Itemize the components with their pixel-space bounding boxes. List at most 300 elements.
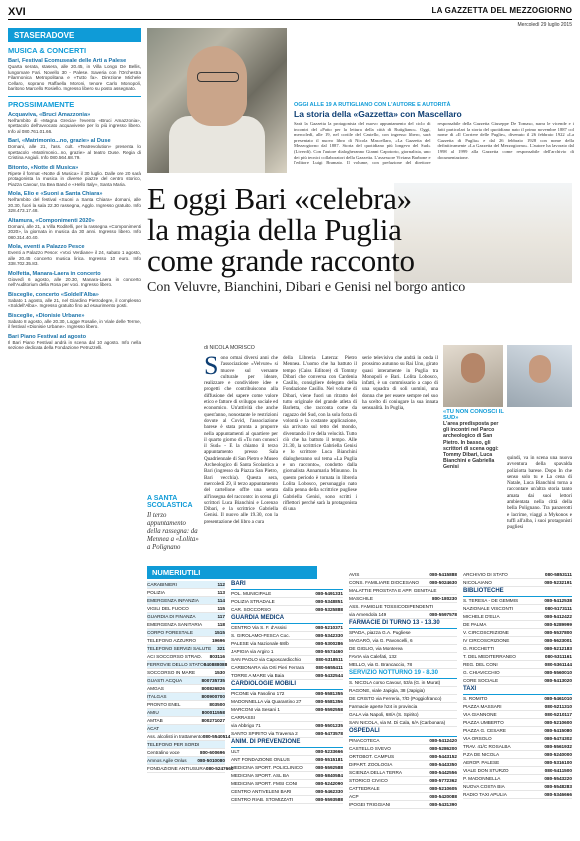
- number-label: S. ROMITO: [463, 696, 488, 701]
- number-row: [231, 624, 343, 632]
- number-row: [231, 748, 343, 756]
- phone-number: 080-5316100: [544, 760, 572, 765]
- page-number: XVI: [8, 6, 26, 18]
- number-label: JAPIGIA via Argiro 1: [231, 649, 274, 654]
- event-title: Bari, «Matrimonio...no, grazie» al Duse: [8, 138, 111, 144]
- number-row: [349, 801, 457, 809]
- phone-number: 080-5242090: [315, 781, 343, 786]
- number-label: POLIZIA: [147, 590, 165, 595]
- number-row: [231, 656, 343, 664]
- number-label: ACAT: [147, 726, 160, 731]
- number-row: [463, 571, 572, 579]
- number-row: [231, 640, 343, 648]
- number-label: RADIO TAXI APULIA: [463, 792, 507, 797]
- phone-number: 080-5431390: [429, 802, 457, 807]
- event-title: Bari, Festival Ecomuseale delle Arti a Palese: [8, 58, 127, 64]
- number-row: [231, 590, 343, 598]
- numbers-list: [231, 580, 343, 804]
- event-title: Bitonto, «Notte di Musica»: [8, 164, 79, 171]
- number-row: [349, 587, 457, 595]
- number-row: [463, 783, 572, 791]
- number-label: SCIENZA DELLA TERRA: [349, 770, 403, 775]
- number-row: [349, 611, 457, 619]
- number-row: [349, 695, 457, 703]
- number-row: [231, 632, 343, 640]
- phone-number: 080-5442556: [429, 770, 457, 775]
- number-label: S. GIROLAMO-FESCA Coc.: [231, 633, 290, 638]
- phone-number: 803116: [209, 654, 225, 659]
- number-row: [147, 581, 225, 589]
- phone-number: 080-5212183: [544, 646, 572, 651]
- photo-caption: [443, 409, 505, 471]
- number-row: [349, 777, 457, 785]
- phone-number: 080-5474302: [544, 736, 572, 741]
- event-item: [8, 271, 141, 288]
- number-label: ARCHIVIO DI STATO: [463, 572, 508, 577]
- number-label: SAN PAOLO via Caposcardicchio: [231, 657, 301, 662]
- number-row: [349, 653, 457, 661]
- number-row: [349, 769, 457, 777]
- author-photo: [147, 28, 287, 173]
- number-row: [231, 672, 343, 680]
- number-label: CENTRO ANTIVELENI BARI: [231, 789, 292, 794]
- number-label: ITALGAS: [147, 694, 167, 699]
- event-item: [8, 292, 141, 309]
- number-label: MICHELE D'ELIA: [463, 614, 500, 619]
- event-item: [8, 138, 141, 161]
- event-item: [8, 58, 141, 92]
- number-label: PICONE via Fasolino 172: [231, 691, 285, 696]
- useful-numbers: [147, 566, 572, 836]
- number-label: GALA via Napoli, 68/A (S. Spirito): [349, 712, 419, 717]
- phone-number: 080-5412422: [544, 614, 572, 619]
- number-label: VIA ORSOLO: [463, 736, 492, 741]
- number-row: [147, 709, 225, 717]
- number-label: IPOGEI TRIGGIANI: [349, 802, 391, 807]
- number-row: [463, 695, 572, 703]
- number-label: Amnos Agile Onlus: [147, 758, 187, 763]
- phone-number: 115: [217, 606, 225, 611]
- headline-line: come grande racconto: [147, 243, 415, 278]
- number-row: [463, 653, 572, 661]
- number-label: CAR. SOCCORSO: [231, 607, 271, 612]
- event-item: [8, 334, 141, 351]
- phone-number: 080-5361144: [544, 662, 572, 667]
- phone-number: 080-5289999: [544, 622, 572, 627]
- phone-number: 800735735: [201, 678, 225, 683]
- phone-number: 080-5853111: [544, 572, 572, 577]
- number-row: [231, 698, 343, 706]
- phone-number: 800271027: [201, 718, 225, 723]
- number-row: [147, 677, 225, 685]
- phone-number: 113: [217, 590, 225, 595]
- phone-number: 800-180230: [431, 596, 457, 601]
- number-label: P.ZA DE NICOLA: [463, 752, 500, 757]
- number-row: [349, 687, 457, 695]
- number-row: [147, 749, 225, 757]
- number-label: TELEFONO PER SORDI: [147, 742, 200, 747]
- article-column: serie televisiva che andrà in onda il prossimo autunno su Rai Uno, girato quasi interamente in Puglia tra Monopoli e Bari. Lolita Lobosco, infatti, è un commissario a capo di una squadra di soli uomini, una donna che per essere sempre nel suo ha scelto di coniugare la sua innata sensualità. In Puglia,: [362, 355, 438, 412]
- number-label: POLIZIA STRADALE: [231, 599, 275, 604]
- number-row: [463, 711, 572, 719]
- numbers-list: [147, 581, 234, 773]
- side-box: [147, 495, 199, 552]
- number-label: FONDAZIONE ANTIUSURA: [147, 766, 206, 771]
- number-row: [147, 637, 225, 645]
- number-label: ORTOBOT. CAMPUS: [349, 754, 395, 759]
- number-label: PIAZZA UMBERTO: [463, 720, 504, 725]
- number-row: [349, 711, 457, 719]
- number-label: SAN NICOLA, via M. Di Cala, 6/A (Carbonara): [349, 720, 446, 725]
- event-body: Sabato 1 agosto, alle 21, nel Giardino Pietrodegre, il complesso «Soldell'Alba». Ingresso gratuito fino ad esaurimento posti.: [8, 297, 141, 308]
- event-body: Nell'ambito di «Magna Grecia» l'evento «Bruci Amazzonia», spettacolo dell'avvocato acquavivese per lo più ingresso libero. Info al 080.761.01.66.: [8, 117, 141, 134]
- number-label: AVIS: [349, 572, 360, 577]
- event-item: [8, 313, 141, 330]
- number-row: [147, 701, 225, 709]
- number-row: [349, 595, 457, 603]
- numbers-heading: TAXI: [463, 685, 572, 695]
- article-column: Sono ormai diversi anni che l'associazione «Velvure» si muove sul versante culturale per ideare, realizzare e condividere idee e progetti che contribuiscono alla diffusione del sapere come valore etico e fattore di sviluppo sociale ed economico. Un'attività che anche quest'anno, nonostante le restrizioni dovute al Covid, l'associazione barese è stata pronta a proporre nella appuntamenti al quartiere per il quarto giorno di «Tu non conosci il Sud» - E la chiamo il terzo appuntamento presso Sala Quadriennale di San Pietro e Museo Archeologico di Santa Scolastica a Bari (ingresso da Piazza San Pietro, Bari vecchia). Questa sera, mercoledì 29, il terzo appuntamento del cartellone offre una serata all'insegna del racconto: in scena gli scrittori Luca Bianchini e Lorenzo Dibari, e la scrittrice Gabriella Genisi. Il nuovo alle 19.30, con la presentazione del libro a cura: [204, 351, 278, 525]
- phone-number: 080-5415888: [429, 572, 457, 577]
- numbers-heading: ANIM. DI PREVENZIONE: [231, 738, 343, 748]
- phone-number: 080-5311161: [544, 654, 572, 659]
- event-body: Eventi a Palazzo Pesce: «Voci Verdiane» il 24, sabato 1 agosto, alle 20.45 concerto musica lirica. Ingresso 10 euro. Info 338.702.35.83.: [8, 250, 141, 266]
- number-label: ACI SOCCORSO STRAD.: [147, 654, 202, 659]
- number-row: [147, 725, 225, 733]
- phone-number: 080-5318511: [315, 657, 343, 662]
- number-row: [147, 733, 231, 741]
- number-row: [463, 767, 572, 775]
- caption-kicker: «TU NON CONOSCI IL SUD»: [443, 409, 504, 421]
- teaser-body: Sarà la Gazzetta la protagonista del nuovo appuntamento del ciclo di incontri del «Patto per la lettura della città di Rutigliano». Oggi, mercoledì, alle 19, nel cortile del Castello, con ingresso libero, sarà presentato il nuovo libro di Nicola Mascellaro, «La Gazzetta del Mezzogiorno dal 1887. Storia del quotidiano più longevo del Sud» (Liverdi). Con l'autore dialogheranno Gianni Capotorto, giornalista, uno dei più tecnici collaboratori della Gazzetta. L'assessore Viviana Barbone e l'editore Luigi Bramato. Il volume, con prefazione del direttore responsabile della Gazzetta Giuseppe De Tomaso, narra le vicende e i fatti particolari la storia del quotidiano nato il primo novembre 1887 col nome di «Il Corriere delle Puglie», divenuto il 26 febbraio 1922 «La Gazzetta di Puglia» e dal 26 febbraio 1928 con nome della definitivamente «La Gazzetta del Mezzogiorno». L'autore ha lavorato dal 1998 al 1999 alla Gazzetta come responsabile dell'archivio di documentazione.: [294, 121, 574, 166]
- number-label: G. RICCHETTI: [463, 646, 495, 651]
- phone-number: 080-5501235: [315, 723, 343, 728]
- phone-number: 080-5491331: [315, 591, 343, 596]
- event-title: Molfetta, Manara-Laera in concerto: [8, 270, 101, 277]
- number-label: AMIU: [147, 710, 159, 715]
- number-label: CASTELLO SVEVO: [349, 746, 391, 751]
- drop-cap: S: [204, 351, 219, 380]
- phone-number: 080-5473578: [315, 731, 343, 736]
- number-row: [349, 579, 457, 587]
- number-label: ANT FONDAZIONE ONLUS: [231, 757, 290, 762]
- number-row: [147, 645, 225, 653]
- number-row: [349, 737, 457, 745]
- number-row: [231, 598, 343, 606]
- number-row: [349, 703, 457, 711]
- number-label: FAVIA via Calefati, 132: [349, 654, 397, 659]
- number-row: [231, 764, 343, 772]
- event-title: Bisceglie, «Dionisie Urbane»: [8, 312, 85, 319]
- phone-number: 1515: [214, 630, 225, 635]
- event-item: [8, 244, 141, 267]
- number-row: [349, 753, 457, 761]
- number-label: ULT: [231, 749, 240, 754]
- number-label: CENTRO Via S. F. d'Assisi: [231, 625, 287, 630]
- number-label: via Abbrigo 71: [231, 723, 261, 728]
- number-label: MEDICINA SPORT. POLICLINICO: [231, 765, 303, 770]
- masthead: LA GAZZETTA DEL MEZZOGIORNO: [431, 6, 572, 15]
- phone-number: 117: [217, 614, 225, 619]
- number-label: NUOVA COSTA BIA: [463, 784, 505, 789]
- number-label: DE PALMA: [463, 622, 487, 627]
- number-row: [463, 743, 572, 751]
- speaker-photo: [443, 345, 503, 407]
- number-label: CENTRO RIAB. STOMIZZATI: [231, 797, 294, 802]
- event-body: Sabato 8 agosto, alle 20.30, Logge Rosalie, in Viale delle Terme, il festival «Dionisie Urbane». Ingresso libero.: [8, 318, 141, 329]
- phone-number: 080-5655411: [315, 665, 343, 670]
- teaser-title: La storia della «Gazzetta» con Mascellaro: [294, 109, 462, 119]
- number-row: [231, 714, 343, 722]
- headline-line: la magia della Puglia: [147, 212, 402, 247]
- number-row: [349, 603, 457, 611]
- caption-text: L'area predisposta per gli incontri nel Parco archeologico di San Pietro. In basso, gli scrittori di scena oggi: Tommy Dibari, Luca Bianchini e Gabriella Genisi: [443, 421, 499, 471]
- numbers-heading: CARDIOLOGIE MOBILI: [231, 680, 343, 690]
- side-box-kicker: A SANTA SCOLASTICA: [147, 495, 193, 509]
- number-label: S. NICOLA corso Cavour, 53/a (G. in Murat): [349, 680, 441, 685]
- number-label: TELEFONO SERVIZI SALUTE: [147, 646, 212, 651]
- number-label: AEROP. PALESE: [463, 760, 500, 765]
- number-row: [231, 606, 343, 614]
- number-label: TRAV. 41/C ROSALBA: [463, 744, 511, 749]
- number-label: CARABINIERI: [147, 582, 177, 587]
- phone-number: 800826826: [201, 686, 225, 691]
- event-body: Il Bari Piano Festival andrà in scena dal 10 agosto. Info nella sezione dedicata della Fondazione Petruzzelli.: [8, 339, 141, 350]
- phone-number: 080-5772362: [429, 778, 457, 783]
- number-row: [231, 730, 343, 738]
- event-item: [8, 191, 141, 214]
- phone-number: 080-5548283: [544, 784, 572, 789]
- phone-number: 080-5210117: [544, 712, 572, 717]
- phone-number: 080-5420088: [429, 794, 457, 799]
- phone-number: 080-5443350: [429, 762, 457, 767]
- event-body: Ripete il format «Notte di Musica» il 30 luglio. Dalle ore 20 sarà protagonista la musica in diverse piazze del centro storico, Piazza Cavour, tra Bea Band e «Hello Italy», Santa Maria.: [8, 170, 141, 187]
- phone-number: 080-5443152: [429, 754, 457, 759]
- number-row: [463, 727, 572, 735]
- number-row: [231, 756, 343, 764]
- number-row: [463, 613, 572, 621]
- number-label: P. MADONNELLA: [463, 776, 501, 781]
- phone-number: 080-5623001: [544, 638, 572, 643]
- number-row: [463, 759, 572, 767]
- number-row: [463, 579, 572, 587]
- teaser-article: [294, 102, 574, 174]
- number-row: [349, 793, 457, 801]
- number-row: [147, 757, 225, 765]
- numbers-title: NUMERIUTILI: [147, 566, 317, 579]
- number-label: CATTEDRALE: [349, 786, 380, 791]
- teaser-kicker: OGGI ALLE 19 A RUTIGLIANO CON L'AUTORE E AUTORITÀ: [294, 102, 451, 108]
- number-label: MALATTIE PROSTATA E APP. GENITALE: [349, 588, 437, 593]
- phone-number: 080-5348851: [315, 599, 343, 604]
- phone-number: 080-5515181: [315, 757, 343, 762]
- number-row: [349, 571, 457, 579]
- number-row: [349, 719, 457, 727]
- number-label: VIGILI DEL FUOCO: [147, 606, 189, 611]
- event-item: [8, 112, 141, 135]
- number-label: FERROVIE DELLO STATO: [147, 662, 204, 667]
- number-label: S. TERESA - DE GEMMIS: [463, 598, 519, 603]
- number-label: VIA GIANNONE: [463, 712, 497, 717]
- number-label: PINACOTECA: [349, 738, 380, 743]
- number-label: RAGONE, viale Japigia, 38 (Japigia): [349, 688, 425, 693]
- event-body: Domani, alle 21, a Villa Roditelli, per la rassegna «Componimenti 2020», la giornata in musica da 30 anni. Ingresso libero. Info 080.314.40.40.: [8, 223, 141, 240]
- number-label: MELLO, via G. Brancaccio, 78: [349, 662, 413, 667]
- numbers-heading: BIBLIOTECHE: [463, 587, 572, 597]
- section-title: STASERADOVE: [8, 28, 141, 42]
- phone-number: 080-5461010: [544, 696, 572, 701]
- phone-number: 080-5010080: [197, 758, 225, 763]
- number-label: MAGARÒ, via G. Pavoncelli, 6: [349, 638, 413, 643]
- number-row: [147, 629, 225, 637]
- page-date: Mercoledì 29 luglio 2015: [517, 22, 572, 28]
- number-row: [349, 785, 457, 793]
- event-title: Bari Piano Festival ad agosto: [8, 333, 87, 340]
- phone-number: 080-5413020: [544, 678, 572, 683]
- number-label: POL. MUNICIPALE: [231, 591, 272, 596]
- number-row: [231, 788, 343, 796]
- numbers-heading: OSPEDALI: [349, 727, 457, 737]
- number-row: [147, 741, 225, 749]
- numbers-heading: GUARDIA MEDICA: [231, 614, 343, 624]
- number-row: [147, 621, 225, 629]
- number-label: AMTAB: [147, 718, 163, 723]
- phone-number: 803500: [209, 702, 225, 707]
- phone-number: 080-5415080: [544, 728, 572, 733]
- number-label: CONS. FAMILIARE DIOCESANO: [349, 580, 420, 585]
- phone-number: 080-5593588: [315, 797, 343, 802]
- number-row: [349, 637, 457, 645]
- number-row: [147, 669, 225, 677]
- number-label: MADONNELLA via Quarantino 27: [231, 699, 302, 704]
- article-column: quindi, va in scena una nuova avventura della spavalda poliziotta barese. Dopo In che senso solo tu e La cena di Natale, Luca Bianchini torna a raccontare un'altra storia tanto amata dai suoi lettori ambientata nella città della bella Polignano. Tra panzerotti e lacrime, viaggi a Mykonos e tuffi all'alba, i suoi protagonisti pugliesi: [507, 455, 572, 531]
- number-label: PIAZZA G. CESARE: [463, 728, 506, 733]
- event-item: [8, 218, 141, 241]
- number-label: V. CIRCOSCRIZIONE: [463, 630, 509, 635]
- number-label: G. CHIAVICCHIO: [463, 670, 500, 675]
- number-label: NAZIONALE VISCONTI: [463, 606, 514, 611]
- number-row: [463, 637, 572, 645]
- numbers-heading: SERVIZIO NOTTURNO 19 - 8.30: [349, 669, 457, 679]
- number-label: SOCCORSO IN MARE: [147, 670, 196, 675]
- phone-number: 080-5432544: [315, 673, 343, 678]
- number-label: DE GIGLIO, via Monterea: [349, 646, 403, 651]
- phone-number: 840888088: [203, 662, 228, 667]
- event-title: Bisceglie, concerto «Soldell'Alba»: [8, 291, 99, 298]
- phone-number: 118: [217, 622, 225, 627]
- number-row: [231, 796, 343, 804]
- event-body: Nell'ambito del festival «Suoni a Santa Chiara» domani, alle 20.30, fuori la sala 22.30 rassegna, Agglo. Ingresso gratuito. Info 328.473.17.48.: [8, 197, 141, 213]
- number-row: [463, 645, 572, 653]
- number-label: IV CIRCOSCRIZIONE: [463, 638, 510, 643]
- number-row: [349, 761, 457, 769]
- event-title: Mola, Elio e «Suoni a Santa Chiara»: [8, 191, 103, 197]
- number-row: [231, 664, 343, 672]
- byline: di NICOLA MORISCO: [204, 345, 255, 351]
- phone-number: 080-5240000: [544, 752, 572, 757]
- phone-number: 080-5840584: [315, 773, 343, 778]
- number-row: [147, 765, 234, 773]
- number-label: DE CRISTO via Ferreria, 7/D (Poggiofranco): [349, 696, 442, 701]
- phone-number: 080-5574460: [315, 649, 343, 654]
- number-label: MARCONI via Sesani 1: [231, 707, 280, 712]
- number-label: via Amendola 149: [349, 612, 387, 617]
- number-row: [463, 605, 572, 613]
- phone-number: 080-5540514: [202, 734, 231, 739]
- numbers-heading: FARMACIE DI TURNO 13 - 13.30: [349, 619, 457, 629]
- number-row: [147, 605, 225, 613]
- phone-number: 080-5024630: [429, 580, 457, 585]
- phone-number: 080-5537800: [544, 630, 572, 635]
- phone-number: 080-5597578: [429, 612, 457, 617]
- phone-number: 321: [217, 646, 225, 651]
- number-label: AMGAS: [147, 686, 164, 691]
- number-row: [147, 589, 225, 597]
- number-row: [147, 717, 225, 725]
- event-title: Acquaviva, «Bruci Amazzonia»: [8, 111, 91, 118]
- phone-number: 080-5210600: [544, 720, 572, 725]
- phone-number: 800900700: [201, 694, 225, 699]
- page-header: [8, 6, 572, 28]
- number-label: MEDICINA SPORT. ASL BA: [231, 773, 290, 778]
- phone-number: 080-5173111: [544, 606, 572, 611]
- phone-number: 080-5233666: [315, 749, 343, 754]
- number-row: [147, 613, 225, 621]
- number-label: SANTO SPIRITO via Traversa 2: [231, 731, 298, 736]
- events-column: [8, 28, 141, 836]
- number-row: [463, 735, 572, 743]
- phone-number: 19696: [211, 638, 225, 643]
- number-row: [463, 661, 572, 669]
- event-item: [8, 165, 141, 188]
- phone-number: 080-5561932: [544, 744, 572, 749]
- number-row: [349, 645, 457, 653]
- number-label: MEDICINA SPORT. FMSI CONI: [231, 781, 298, 786]
- phone-number: 1530: [214, 670, 225, 675]
- number-label: Farmacie aperte h24 in provincia: [349, 704, 418, 709]
- phone-number: 080-5286200: [429, 746, 457, 751]
- phone-number: 080-5210605: [429, 786, 457, 791]
- number-row: [349, 629, 457, 637]
- number-row: [463, 621, 572, 629]
- number-label: ACP: [349, 794, 359, 799]
- article-column: della Libreria Laterza: Pietro Mennea. L'uomo che ha battuto il tempo (Caiss Editore) di Tommy Dibari che conversa con Cardenia Casillo, consigliere delegato della Fondazione Casillo. Nel volume di Dibari, viene fuori un ritratto del tutto originale del grande atleta di Barletta, che racconta come da ragazzo del Sud, con la sola forza di volontà e la costante applicazione, sia arrivato sul tetto del mondo, diventando il re della velocità. Tutto ciò che ha battuto il tempo. Alle 21.30, la scrittrice Gabriella Genisi e lo scrittore Luca Bianchini dialogheranno sul tema «La Puglia e un racconto», condotto dalla giornalista Annamaria Minunno. In questo periodo è tornata in libreria Lolita Lobosco, personaggio nato dalla penna della scrittrice pugliese Gabriella Genisi, sono scritti i riflettori perché sarà la protagonista di una: [283, 355, 357, 513]
- number-label: PRONTO ENEL: [147, 702, 181, 707]
- number-row: [463, 669, 572, 677]
- numbers-heading: BARI: [231, 580, 343, 590]
- number-row: [349, 661, 457, 669]
- number-row: [147, 653, 225, 661]
- event-title: Mola, eventi a Palazzo Pesce: [8, 244, 85, 250]
- number-label: TELEFONO AZZURRO: [147, 638, 196, 643]
- event-body: Domani, alle 21, l'ass. cult. «Teatrevolution» presenta lo spettacolo «Matrimonio...no, grazie» al teatro Duse. Regia di Cristina Angiuli. Info 080.564.68.79.: [8, 144, 141, 160]
- number-row: [463, 677, 572, 685]
- phone-number: 080-5300286: [315, 641, 343, 646]
- number-row: [231, 722, 343, 730]
- number-label: VIALE DON STURZO: [463, 768, 509, 773]
- phone-number: 800-600696: [199, 750, 225, 755]
- number-label: CORE SOCIALE: [463, 678, 499, 683]
- number-row: [231, 690, 343, 698]
- number-row: [349, 679, 457, 687]
- number-row: [147, 661, 228, 669]
- phone-number: 080-5581356: [315, 699, 343, 704]
- phone-number: 080-5412420: [429, 738, 457, 743]
- phone-number: 080-5232191: [544, 580, 572, 585]
- main-headline: [147, 183, 572, 296]
- number-row: [231, 780, 343, 788]
- number-row: [463, 791, 572, 799]
